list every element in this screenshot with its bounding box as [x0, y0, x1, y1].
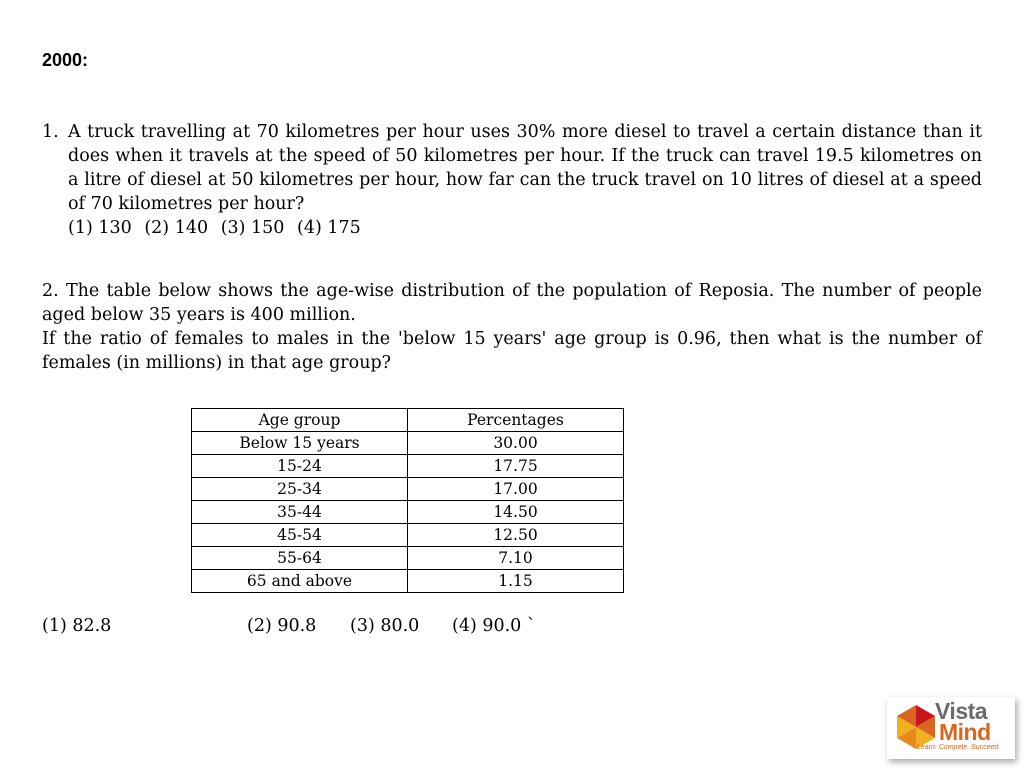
cell-percentage: 30.00	[408, 432, 624, 455]
age-distribution-table	[191, 408, 624, 593]
question-2-option: (2) 90.8	[247, 616, 317, 636]
table-row	[192, 501, 624, 524]
question-1-option: (3) 150	[220, 218, 285, 238]
question-1-number: 1.	[42, 122, 59, 142]
question-2	[42, 279, 982, 375]
header-age-group: Age group	[192, 409, 408, 432]
table-row	[192, 547, 624, 570]
table-row	[192, 478, 624, 501]
question-1-option: (4) 175	[297, 218, 361, 238]
table-header-row	[192, 409, 624, 432]
table-row	[192, 432, 624, 455]
hexagon-logo-icon	[893, 703, 939, 749]
cell-percentage: 7.10	[408, 547, 624, 570]
cell-percentage: 12.50	[408, 524, 624, 547]
cell-age-group: 55-64	[192, 547, 408, 570]
logo-text-vista: Vista	[935, 698, 988, 724]
table-row	[192, 455, 624, 478]
logo-tagline: Learn. Compete. Succeed.	[917, 744, 1001, 751]
table-row	[192, 570, 624, 593]
table-row	[192, 524, 624, 547]
question-1-options	[68, 216, 982, 240]
logo-text-mind: Mind	[939, 719, 991, 745]
question-2-prompt: If the ratio of females to males in the 'below 15 years' age group is 0.96, then what is the number of females (in millions) in that age group?	[42, 329, 982, 373]
header-percentages: Percentages	[408, 409, 624, 432]
question-2-option: (3) 80.0	[350, 616, 420, 636]
cell-age-group: Below 15 years	[192, 432, 408, 455]
cell-percentage: 17.00	[408, 478, 624, 501]
cell-age-group: 45-54	[192, 524, 408, 547]
question-1	[42, 120, 982, 240]
question-2-intro: 2. The table below shows the age-wise distribution of the population of Reposia. The number of people aged below 35 years is 400 million.	[42, 281, 982, 325]
cell-age-group: 65 and above	[192, 570, 408, 593]
question-2-option: (1) 82.8	[42, 616, 112, 636]
question-1-option: (2) 140	[144, 218, 209, 238]
question-1-text: A truck travelling at 70 kilometres per hour uses 30% more diesel to travel a certain distance than it does when it travels at the speed of 50 kilometres per hour. If the truck can travel 19.5 kilometres on a litre of diesel at 50 kilometres per hour, how far can the truck travel on 10 litres of diesel at a speed of 70 kilometres per hour?	[68, 122, 982, 214]
page-heading: 2000:	[42, 50, 89, 70]
cell-age-group: 35-44	[192, 501, 408, 524]
cell-percentage: 1.15	[408, 570, 624, 593]
question-1-option: (1) 130	[68, 218, 132, 238]
cell-age-group: 15-24	[192, 455, 408, 478]
cell-percentage: 17.75	[408, 455, 624, 478]
cell-percentage: 14.50	[408, 501, 624, 524]
vistamind-logo	[887, 697, 1015, 759]
cell-age-group: 25-34	[192, 478, 408, 501]
question-2-option: (4) 90.0 `	[452, 616, 536, 636]
